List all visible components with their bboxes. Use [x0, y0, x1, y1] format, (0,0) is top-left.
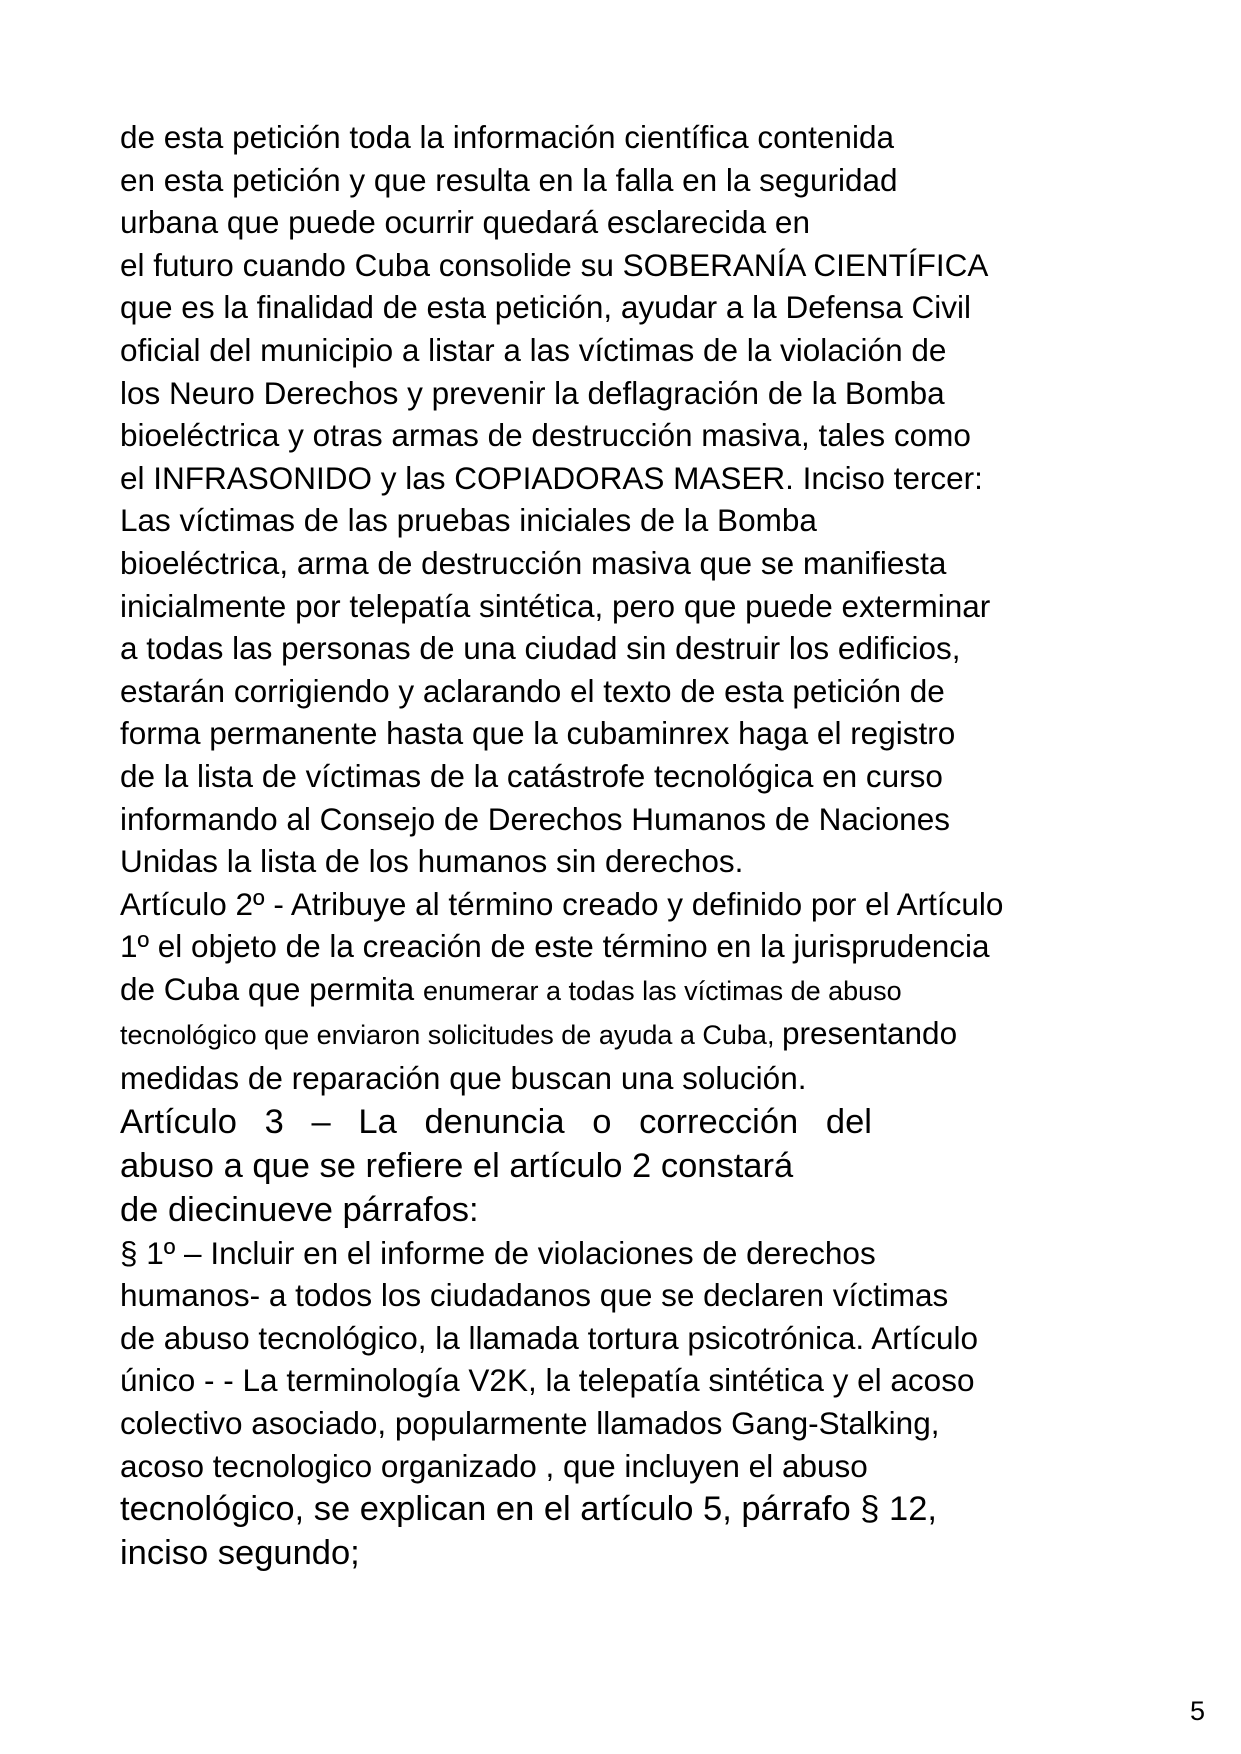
text-line: Las víctimas de las pruebas iniciales de la Bomba [120, 502, 817, 539]
article3-heading [120, 1100, 872, 1144]
mixed-size-line [120, 968, 1140, 1013]
text-line: oficial del municipio a listar a las víctimas de la violación de [120, 331, 947, 368]
text-line: humanos- a todos los ciudadanos que se declaren víctimas [120, 1277, 949, 1314]
text-line: Unidas la lista de los humanos sin derechos. [120, 843, 744, 880]
text-line: estarán corrigiendo y aclarando el texto de esta petición de [120, 672, 945, 709]
article3-word: 3 [264, 1102, 284, 1141]
mixed-small-text: tecnológico que enviaron solicitudes de ayuda a Cuba, [120, 1020, 782, 1051]
mixed-small-text: enumerar a todas las víctimas de abuso [422, 975, 902, 1006]
text-line: 1º el objeto de la creación de este término en la jurisprudencia [120, 928, 990, 965]
text-line: único - - La terminología V2K, la telepatía sintética y el acoso [120, 1362, 975, 1399]
text-line: inicialmente por telepatía sintética, pero que puede exterminar [120, 587, 991, 624]
mixed-normal-text: presentando [781, 1015, 958, 1052]
text-line: de la lista de víctimas de la catástrofe tecnológica en curso [120, 757, 943, 794]
article3-word: Artículo [120, 1102, 237, 1141]
article2-heading-line: Artículo 2º - Atribuye al término creado y definido por el Artículo [120, 885, 1004, 922]
article3-word: – [311, 1102, 331, 1141]
text-line: que es la finalidad de esta petición, ayudar a la Defensa Civil [120, 289, 972, 326]
text-line: el futuro cuando Cuba consolide su SOBERANÍA CIENTÍFICA [120, 246, 989, 283]
text-line: colectivo asociado, popularmente llamados Gang-Stalking, [120, 1405, 940, 1442]
article3-word: o [592, 1102, 612, 1141]
paragraph-heading-line: § 1º – Incluir en el informe de violaciones de derechos [120, 1234, 876, 1271]
article3-word: corrección [639, 1102, 799, 1141]
article3-word: La [358, 1102, 397, 1141]
text-line: el INFRASONIDO y las COPIADORAS MASER. Inciso tercer: [120, 459, 983, 496]
text-line: urbana que puede ocurrir quedará esclarecida en [120, 204, 810, 241]
text-line: en esta petición y que resulta en la falla en la seguridad [120, 161, 898, 198]
text-line: forma permanente hasta que la cubaminrex haga el registro [120, 715, 956, 752]
article3-word: denuncia [424, 1102, 565, 1141]
text-line: los Neuro Derechos y prevenir la deflagración de la Bomba [120, 374, 945, 411]
text-line: bioeléctrica, arma de destrucción masiva que se manifiesta [120, 544, 947, 581]
text-line: a todas las personas de una ciudad sin destruir los edificios, [120, 630, 961, 667]
text-line: bioeléctrica y otras armas de destrucción masiva, tales como [120, 417, 971, 454]
body-text [120, 116, 1140, 1575]
article3-word: del [825, 1102, 872, 1141]
text-line: de diecinueve párrafos: [120, 1190, 479, 1229]
text-line: inciso segundo; [120, 1534, 360, 1573]
text-line: de abuso tecnológico, la llamada tortura psicotrónica. Artículo [120, 1319, 978, 1356]
text-line: de esta petición toda la información científica contenida [120, 119, 894, 155]
mixed-normal-text: de Cuba que permita [120, 970, 423, 1007]
mixed-size-line [120, 1012, 1140, 1057]
text-line: acoso tecnologico organizado , que incluyen el abuso [120, 1447, 868, 1484]
text-line: medidas de reparación que buscan una solución. [120, 1060, 807, 1097]
text-line: informando al Consejo de Derechos Humanos de Naciones [120, 800, 950, 837]
page-number: 5 [1190, 1696, 1206, 1726]
text-line: abuso a que se refiere el artículo 2 constará [120, 1146, 794, 1185]
text-line: tecnológico, se explican en el artículo 5, párrafo § 12, [120, 1490, 937, 1529]
